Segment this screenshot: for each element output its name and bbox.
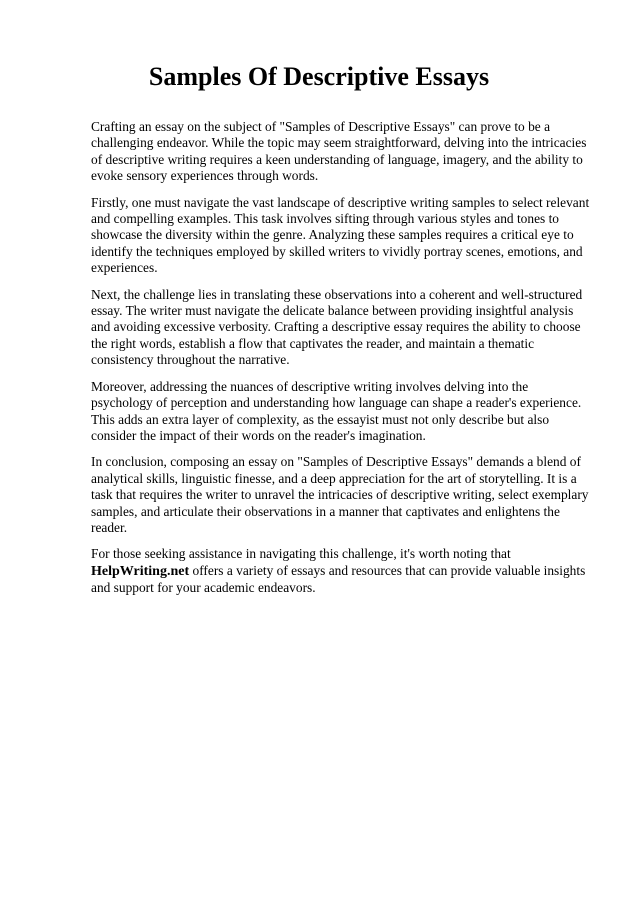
brand-name: HelpWriting.net bbox=[91, 563, 190, 579]
closing-text-after: offers a variety of essays and resources that can provide valuable insights and support for your academic endeavors. bbox=[91, 562, 586, 596]
closing-text-before: For those seeking assistance in navigating this challenge, it's worth noting that bbox=[91, 546, 511, 562]
paragraph-conclusion: In conclusion, composing an essay on "Samples of Descriptive Essays" demands a blend of analytical skills, linguistic finesse, and a deep appreciation for the art of storytelling. It is a task that requires the writer to unravel the intricacies of descriptive writing, select exemplary samples, and articulate their observations in a manner that captivates and enlightens the reader. bbox=[91, 454, 589, 535]
document-title: Samples Of Descriptive Essays bbox=[148, 62, 490, 91]
paragraph-firstly: Firstly, one must navigate the vast landscape of descriptive writing samples to select relevant and compelling examples. This task involves sifting through various styles and tones to showcase the diversity within the genre. Analyzing these samples requires a critical eye to identify the techniques employed by skilled writers to vividly portray scenes, emotions, and experiences. bbox=[91, 194, 590, 276]
paragraph-moreover: Moreover, addressing the nuances of descriptive writing involves delving into the psychology of perception and understanding how language can shape a reader's experience. This adds an extra layer of complexity, as the essayist must not only describe but also consider the impact of their words on the reader's imagination. bbox=[91, 378, 582, 443]
paragraph-next: Next, the challenge lies in translating these observations into a coherent and well-structured essay. The writer must navigate the delicate balance between providing insightful analysis and avoiding excessive verbosity. Crafting a descriptive essay requires the ability to choose the right words, establish a flow that captivates the reader, and maintain a thematic consistency throughout the narrative. bbox=[91, 286, 583, 368]
paragraph-intro: Crafting an essay on the subject of "Samples of Descriptive Essays" can prove to be a challenging endeavor. While the topic may seem straightforward, delving into the intricacies of descriptive writing requires a keen understanding of language, imagery, and the ability to evoke sensory experiences through words. bbox=[91, 119, 587, 184]
paragraph-closing bbox=[91, 546, 592, 596]
